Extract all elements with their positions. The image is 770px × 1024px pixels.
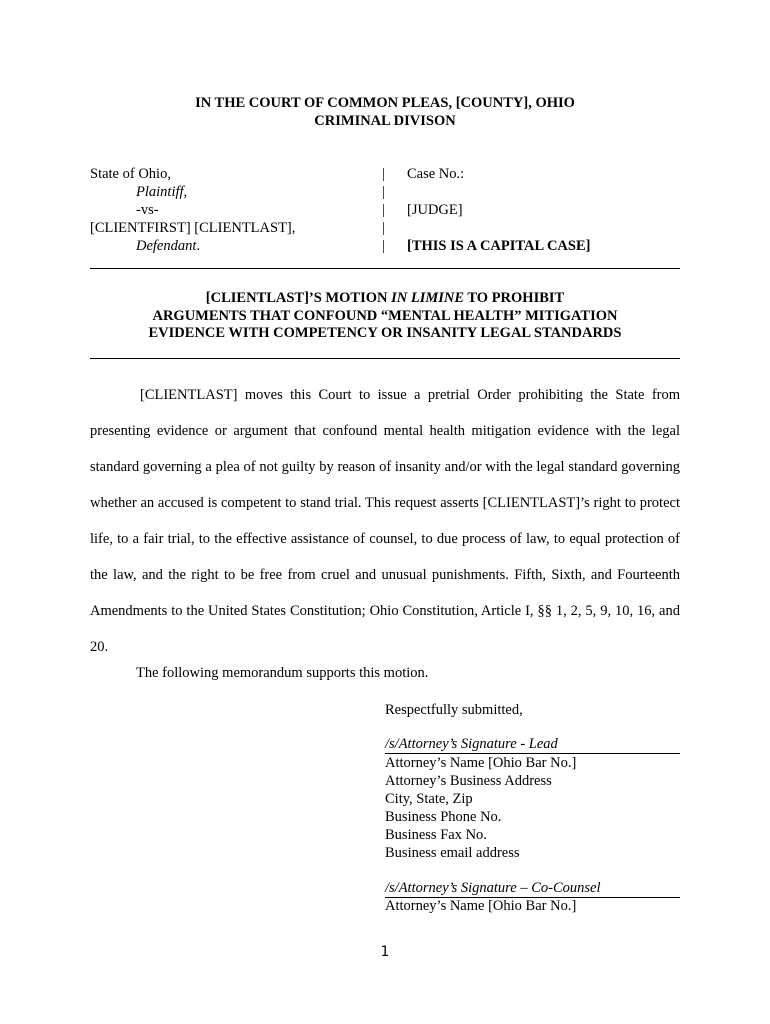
lead-attorney-name: Attorney’s Name [Ohio Bar No.] [385, 755, 577, 771]
lead-attorney-email: Business email address [385, 845, 520, 861]
lead-attorney-phone: Business Phone No. [385, 809, 502, 825]
caption-case-info [407, 165, 590, 255]
motion-title-line2: ARGUMENTS THAT CONFOUND “MENTAL HEALTH” MITIGATION [152, 307, 618, 324]
lead-attorney-city: City, State, Zip [385, 791, 473, 807]
lead-signature: /s/Attorney’s Signature - Lead [385, 735, 680, 754]
title-client: [CLIENTLAST]’S MOTION [205, 290, 392, 306]
memorandum-note: The following memorandum supports this motion. [136, 665, 429, 681]
court-heading [90, 94, 680, 130]
case-number-label: Case No.: [407, 166, 465, 182]
separator-3: | [382, 202, 385, 218]
lead-signature-line [385, 735, 680, 754]
caption-parties [90, 165, 295, 255]
co-signature-line [385, 879, 680, 898]
plaintiff-name: State of Ohio, [90, 166, 171, 182]
lead-attorney-fax: Business Fax No. [385, 827, 487, 843]
title-in-limine: IN LIMINE [391, 290, 465, 306]
lead-attorney-block [385, 754, 576, 862]
title-rule [90, 358, 680, 359]
judge-label: [JUDGE] [407, 202, 463, 218]
defendant-role: Defendant [136, 238, 197, 254]
page-number: 1 [380, 944, 390, 960]
versus-label: -vs- [136, 202, 159, 218]
separator-1: | [382, 166, 385, 182]
lead-attorney-address: Attorney’s Business Address [385, 773, 552, 789]
capital-case-label: [THIS IS A CAPITAL CASE] [407, 238, 591, 254]
court-name: IN THE COURT OF COMMON PLEAS, [COUNTY], OHIO [195, 95, 575, 111]
separator-2: | [382, 184, 385, 200]
title-prohibit: TO PROHIBIT [464, 290, 565, 306]
motion-paragraph: [CLIENTLAST] moves this Court to issue a pretrial Order prohibiting the State from presenting evidence or argument that confound mental health mitigation evidence with the legal standard governing a plea of not guilty by reason of insanity and/or with the legal standard governing whether an accused is competent to stand trial. This request asserts [CLIENTLAST]’s right to protect life, to a fair trial, to the effective assistance of counsel, to due process of law, to equal protection of the law, and the right to be free from cruel and unusual punishments. Fifth, Sixth, and Fourteenth Amendments to the United States Constitution; Ohio Constitution, Article I, §§ 1, 2, 5, 9, 10, 16, and 20. [90, 387, 680, 655]
motion-title [90, 290, 680, 343]
defendant-role-line: Defendant. [136, 238, 201, 254]
caption-separator [382, 165, 385, 255]
defendant-name: [CLIENTFIRST] [CLIENTLAST], [90, 220, 296, 236]
caption-rule [90, 268, 680, 269]
court-division: CRIMINAL DIVISON [314, 113, 456, 129]
motion-title-line3: EVIDENCE WITH COMPETENCY OR INSANITY LEGAL STANDARDS [148, 325, 622, 341]
caption-spacer [407, 219, 590, 237]
separator-4: | [382, 220, 385, 236]
co-counsel-block [385, 897, 576, 915]
closing: Respectfully submitted, [385, 702, 523, 718]
co-counsel-name: Attorney’s Name [Ohio Bar No.] [385, 898, 577, 914]
plaintiff-role: Plaintiff, [136, 184, 188, 200]
separator-5: | [382, 238, 385, 254]
motion-title-line1 [90, 290, 680, 308]
caption-spacer [407, 183, 590, 201]
co-signature: /s/Attorney’s Signature – Co-Counsel [385, 879, 680, 898]
